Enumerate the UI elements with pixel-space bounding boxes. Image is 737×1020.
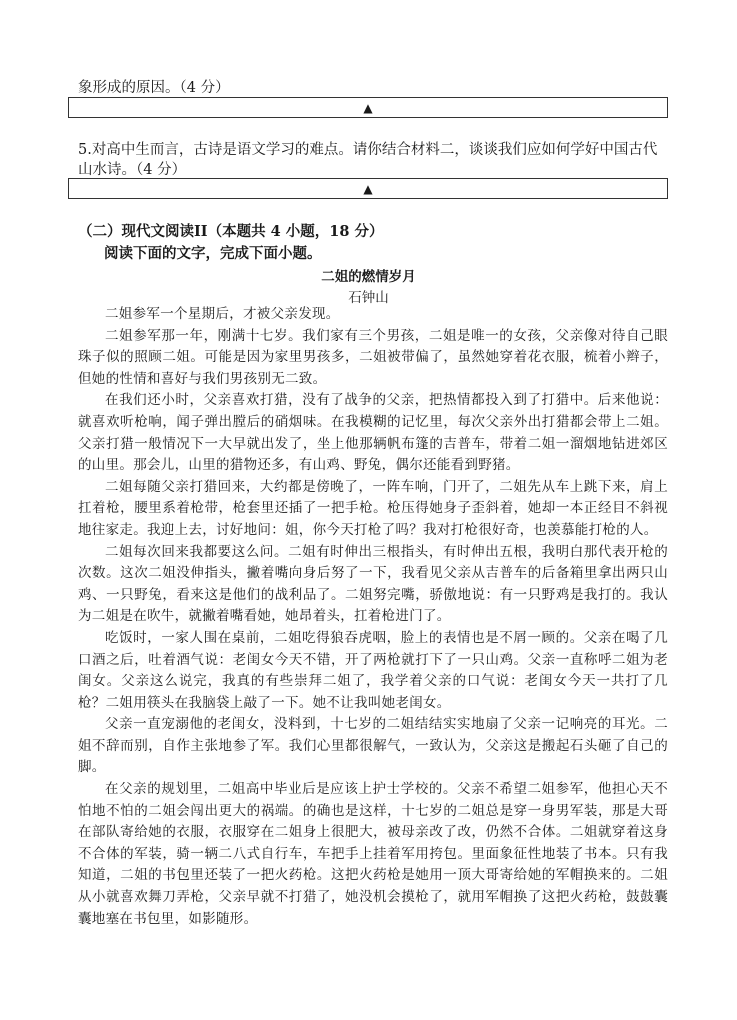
section-heading: （二）现代文阅读II（本题共 4 小题，18 分）	[78, 223, 384, 240]
question-5-line-2: 山水诗。（4 分）	[78, 162, 187, 178]
paragraph: 二姐每次回来我都要这么问。二姐有时伸出三根指头，有时伸出五根，我明白那代表开枪的次数。这次二姐没伸指头，撇着嘴向身后努了一下，我看见父亲从吉普车的后备箱里拿出两只山鸡、一只野兔，看来这是他们的战利品了。二姐努完嘴，骄傲地说：有一只野鸡是我打的。我认为二姐是在吹牛，就撇着嘴看她，她昂着头，扛着枪进门了。	[78, 543, 668, 625]
answer-marker-icon: ▲	[363, 100, 373, 115]
answer-box-q4[interactable]	[68, 97, 668, 118]
paragraph: 吃饭时，一家人围在桌前，二姐吃得狼吞虎咽，脸上的表情也是不屑一顾的。父亲在喝了几口酒之后，吐着酒气说：老闺女今天不错，开了两枪就打下了一只山鸡。父亲一直称呼二姐为老闺女。父亲这么说完，我真的有些崇拜二姐了，我学着父亲的口气说：老闺女今天一共打了几枪？二姐用筷头在我脑袋上敲了一下。她不让我叫她老闺女。	[78, 629, 668, 711]
paragraph: 二姐每随父亲打猎回来，大约都是傍晚了，一阵车响，门开了，二姐先从车上跳下来，肩上扛着枪，腰里系着枪带，枪套里还插了一把手枪。枪压得她身子歪斜着，她却一本正经目不斜视地往家走。我迎上去，讨好地问：姐，你今天打枪了吗？我对打枪很好奇，也羡慕能打枪的人。	[78, 478, 668, 538]
article-title: 二姐的燃情岁月	[321, 269, 416, 285]
answer-box-q5[interactable]	[68, 178, 668, 199]
paragraph: 在父亲的规划里，二姐高中毕业后是应该上护士学校的。父亲不希望二姐参军，他担心天不怕地不怕的二姐会闯出更大的祸端。的确也是这样，十七岁的二姐总是穿一身男军装，那是大哥在部队寄给她的衣服，衣服穿在二姐身上很肥大，被母亲改了改，仍然不合体。二姐就穿着这身不合体的军装，骑一辆二八式自行车，车把手上挂着军用挎包。里面象征性地装了书本。只有我知道，二姐的书包里还装了一把火药枪。这把火药枪是她用一顶大哥寄给她的军帽换来的。二姐从小就喜欢舞刀弄枪，父亲早就不打猎了，她没机会摸枪了，就用军帽换了这把火药枪，鼓鼓囊囊地塞在书包里，如影随形。	[78, 781, 668, 927]
paragraph: 父亲一直宠溺他的老闺女，没料到，十七岁的二姐结结实实地扇了父亲一记响亮的耳光。二姐不辞而别，自作主张地参了军。我们心里都很解气，一致认为，父亲这是搬起石头砸了自己的脚。	[78, 716, 668, 776]
answer-marker-icon: ▲	[363, 181, 373, 196]
question-5-line-1: 5.对高中生而言，古诗是语文学习的难点。请你结合材料二，谈谈我们应如何学好中国古代	[78, 142, 658, 158]
question-4-tail: 象形成的原因。（4 分）	[78, 80, 230, 96]
paragraph: 二姐参军那一年，刚满十七岁。我们家有三个男孩，二姐是唯一的女孩，父亲像对待自己眼珠子似的照顾二姐。可能是因为家里男孩多，二姐被带偏了，虽然她穿着花衣服，梳着小辫子，但她的性情和喜好与我们男孩别无二致。	[78, 327, 668, 387]
paragraph: 二姐参军一个星期后，才被父亲发现。	[105, 306, 340, 322]
article-author: 石钟山	[348, 290, 389, 306]
article-body	[78, 304, 668, 930]
reading-instruction: 阅读下面的文字，完成下面小题。	[104, 245, 322, 262]
paragraph: 在我们还小时，父亲喜欢打猎，没有了战争的父亲，把热情都投入到了打猎中。后来他说：就喜欢听枪响，闻子弹出膛后的硝烟味。在我模糊的记忆里，每次父亲外出打猎都会带上二姐。父亲打猎一般情况下一大早就出发了，坐上他那辆帆布篷的吉普车，带着二姐一溜烟地钻进郊区的山里。那会儿，山里的猎物还多，有山鸡、野兔，偶尔还能看到野猪。	[78, 392, 668, 474]
